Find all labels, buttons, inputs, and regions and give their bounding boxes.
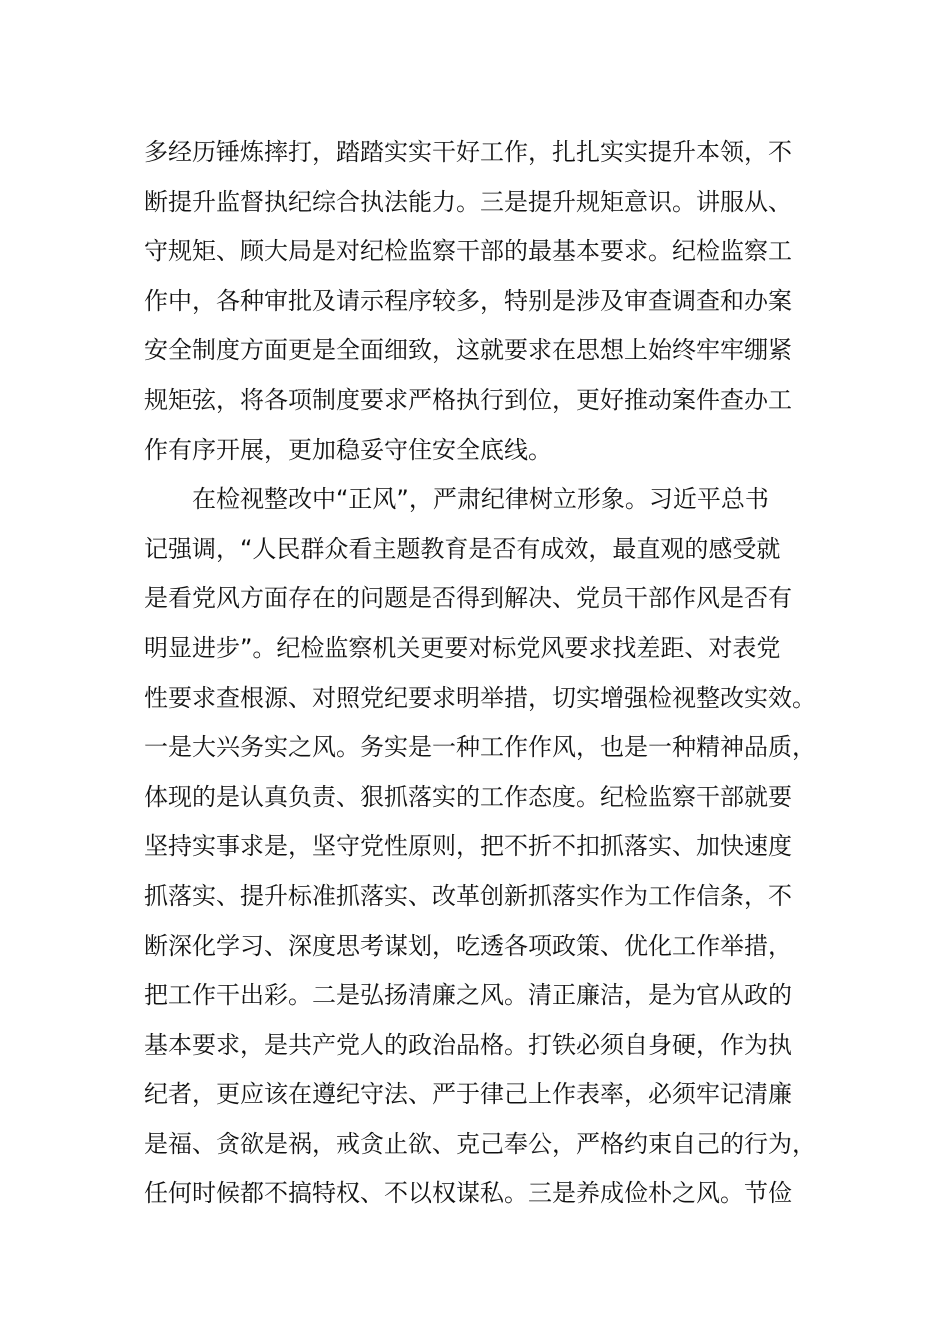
text-line-22: 任何时候都不搞特权、不以权谋私。三是养成俭朴之风。节俭	[144, 1179, 792, 1208]
text-line-1: 多经历锤炼摔打，踏踏实实干好工作，扎扎实实提升本领，不	[144, 138, 792, 166]
text-line-9: 记强调，“人民群众看主题教育是否有成效，最直观的感受就	[144, 534, 781, 563]
text-line-19: 基本要求，是共产党人的政治品格。打铁必须自身硬，作为执	[144, 1030, 792, 1059]
text-line-14: 体现的是认真负责、狠抓落实的工作态度。纪检监察干部就要	[144, 782, 792, 811]
paragraph-start-line: 在检视整改中“正风”，严肃纪律树立形象。习近平总书	[192, 485, 769, 514]
text-line-3: 守规矩、顾大局是对纪检监察干部的最基本要求。纪检监察工	[144, 237, 792, 266]
text-line-5: 安全制度方面更是全面细致，这就要求在思想上始终牢牢绷紧	[144, 336, 792, 365]
text-line-20: 纪者，更应该在遵纪守法、严于律己上作表率，必须牢记清廉	[144, 1080, 792, 1109]
text-line-6: 规矩弦，将各项制度要求严格执行到位，更好推动案件查办工	[144, 385, 792, 414]
text-line-13: 一是大兴务实之风。务实是一种工作作风，也是一种精神品质，	[144, 733, 816, 762]
text-line-11: 明显进步”。纪检监察机关更要对标党风要求找差距、对表党	[144, 633, 781, 662]
text-line-10: 是看党风方面存在的问题是否得到解决、党员干部作风是否有	[144, 584, 792, 613]
text-line-16: 抓落实、提升标准抓落实、改革创新抓落实作为工作信条，不	[144, 881, 792, 910]
text-line-17: 断深化学习、深度思考谋划，吃透各项政策、优化工作举措，	[144, 931, 792, 960]
text-line-18: 把工作干出彩。二是弘扬清廉之风。清正廉洁，是为官从政的	[144, 981, 792, 1010]
text-line-15: 坚持实事求是，坚守党性原则，把不折不扣抓落实、加快速度	[144, 832, 792, 861]
text-line-4: 作中，各种审批及请示程序较多，特别是涉及审查调查和办案	[144, 286, 792, 315]
text-line-21: 是福、贪欲是祸，戒贪止欲、克己奉公，严格约束自己的行为，	[144, 1129, 816, 1158]
body-text	[144, 128, 824, 1219]
text-line-2: 断提升监督执纪综合执法能力。三是提升规矩意识。讲服从、	[144, 187, 792, 216]
text-line-7: 作有序开展，更加稳妥守住安全底线。	[144, 435, 552, 464]
text-line-12: 性要求查根源、对照党纪要求明举措，切实增强检视整改实效。	[144, 683, 816, 712]
